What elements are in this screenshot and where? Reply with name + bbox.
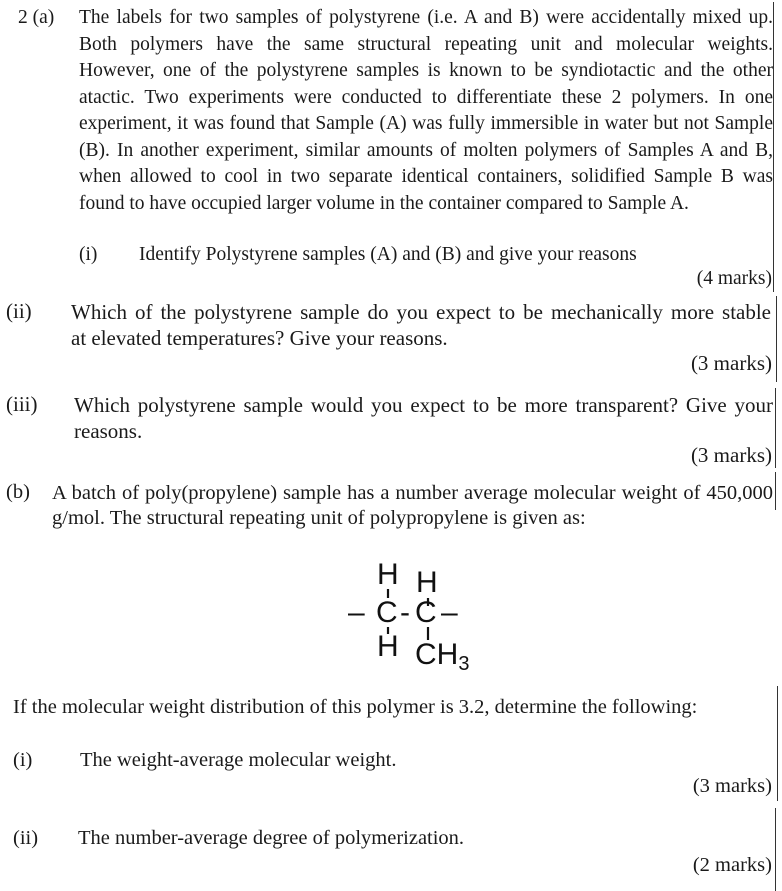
- hydrogen-atom: H: [416, 566, 438, 599]
- hydrogen-atom: H: [377, 630, 399, 663]
- paragraph-line: experiment, it was found that Sample (A) was fully immersible in water but not Sample: [79, 113, 773, 134]
- methyl-subscript: 3: [458, 653, 470, 675]
- question-a-text: [79, 5, 773, 217]
- question-number: 2 (a): [18, 7, 55, 28]
- question-b-label: (b): [6, 481, 30, 503]
- sub-question-text: Identify Polystyrene samples (A) and (B) and give your reasons: [139, 244, 637, 265]
- marks-label: (2 marks): [692, 854, 772, 876]
- sub-question-label: (i): [13, 749, 33, 771]
- marks-label: (3 marks): [690, 443, 772, 467]
- paragraph-line: atactic. Two experiments were conducted to differentiate these 2 polymers. In one: [79, 86, 773, 108]
- marks-label: (3 marks): [692, 775, 772, 797]
- bond-dash: -: [400, 596, 410, 629]
- paragraph-line: Both polymers have the same structural repeating unit and molecular weights.: [79, 33, 773, 55]
- sub-question-text: The number-average degree of polymerization.: [78, 827, 465, 849]
- sub-question-label: (iii): [6, 392, 38, 416]
- right-border: [775, 808, 776, 891]
- sub-question-label: (ii): [6, 299, 32, 323]
- right-border: [773, 2, 774, 292]
- marks-label: (4 marks): [696, 268, 772, 289]
- paragraph-line: found to have occupied larger volume in the container compared to Sample A.: [79, 192, 689, 214]
- sub-question-text: [71, 299, 771, 351]
- hydrogen-atom: H: [377, 558, 399, 591]
- methyl-group: [415, 640, 469, 674]
- sub-question-label: (ii): [13, 827, 39, 849]
- methyl-text: CH: [415, 638, 459, 671]
- carbon-atom: C: [376, 596, 398, 629]
- bond-dash: –: [441, 596, 458, 629]
- text-line: Which polystyrene sample would you expect to be more transparent? Give your: [74, 393, 773, 417]
- sub-question-text: [74, 392, 773, 444]
- bond-dash: –: [348, 596, 365, 629]
- paragraph-line: when allowed to cool in two separate identical containers, solidified Sample B was: [79, 166, 773, 187]
- question-b-text: [52, 481, 773, 531]
- text-line: A batch of poly(propylene) sample has a number average molecular weight of 450,000: [52, 482, 773, 504]
- text-line: g/mol. The structural repeating unit of polypropylene is given as:: [52, 507, 586, 529]
- text-line: reasons.: [74, 419, 143, 443]
- carbon-atom: C: [415, 596, 437, 629]
- text-line: at elevated temperatures? Give your reasons.: [71, 326, 448, 350]
- right-border: [777, 686, 778, 801]
- marks-label: (3 marks): [690, 351, 772, 375]
- question-b-intro: If the molecular weight distribution of this polymer is 3.2, determine the following:: [13, 696, 698, 718]
- paragraph-line: The labels for two samples of polystyrene (i.e. A and B) were accidentally mixed up.: [79, 7, 773, 28]
- paragraph-line: However, one of the polystyrene samples is known to be syndiotactic and the other: [79, 60, 773, 81]
- sub-question-text: The weight-average molecular weight.: [80, 749, 397, 771]
- text-line: Which of the polystyrene sample do you expect to be mechanically more stable: [71, 300, 771, 324]
- paragraph-line: (B). In another experiment, similar amounts of molten polymers of Samples A and B,: [79, 139, 773, 161]
- sub-question-label: (i): [79, 244, 98, 265]
- right-border: [775, 388, 776, 468]
- right-border: [776, 296, 777, 382]
- right-border: [775, 472, 776, 510]
